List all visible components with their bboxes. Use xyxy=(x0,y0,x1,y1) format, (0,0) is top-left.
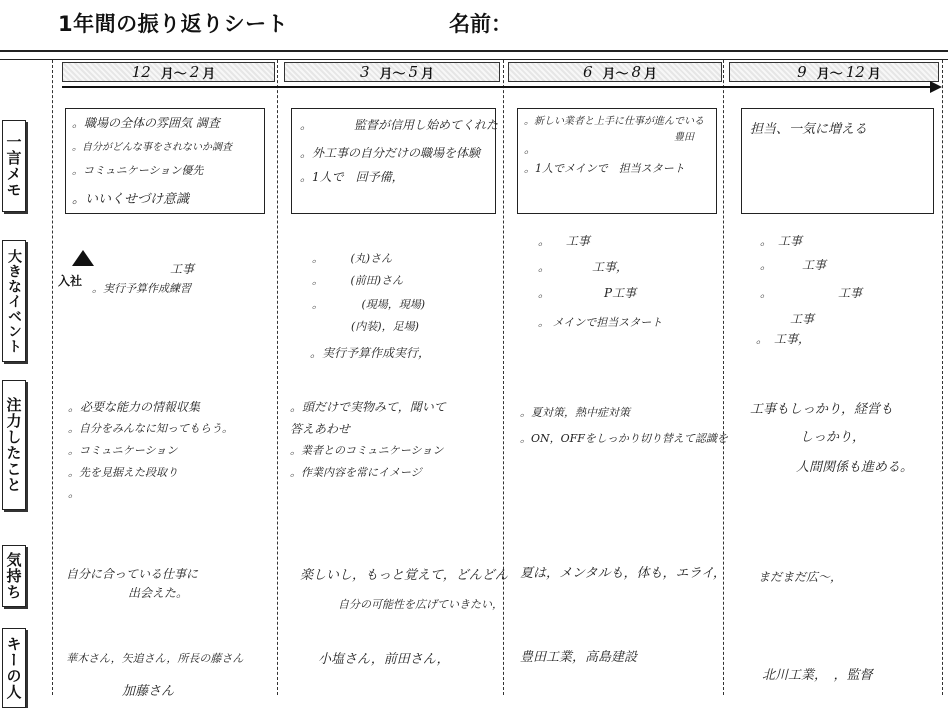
feeling-text: 夏は，メンタルも，体も，エライ， xyxy=(520,566,726,581)
column-divider xyxy=(277,60,278,695)
period-label-end: 月 xyxy=(644,66,658,82)
event-text: 。 P工事 xyxy=(538,286,637,300)
focus-text: 工事もしっかり，経営も xyxy=(750,402,894,417)
focus-text: 。頭だけで実物みて，聞いて xyxy=(290,400,446,414)
period-end: 12 xyxy=(845,63,865,81)
feeling-text: 自分に合っている仕事に xyxy=(66,567,199,581)
focus-text: 。業者とのコミュニケーション xyxy=(290,444,444,457)
event-text: 。 工事 xyxy=(760,286,863,300)
event-text: 。 工事 xyxy=(760,234,803,248)
sheet-title: 1年間の振り返りシート xyxy=(58,12,289,36)
feeling-text: 出会えた。 xyxy=(128,586,189,600)
memo-text: 。自分がどんな事をされないか調査 xyxy=(72,142,232,153)
memo-text: 。外工事の自分だけの職場を体験 xyxy=(300,146,481,160)
focus-text: 答えあわせ xyxy=(290,422,351,436)
join-label: 入社 xyxy=(58,274,83,288)
memo-text: 。1人でメインで 担当スタート xyxy=(524,162,685,175)
focus-text: 。必要な能力の情報収集 xyxy=(68,400,201,414)
period-label: 月～ xyxy=(602,66,629,82)
period-end: 2 xyxy=(189,63,200,81)
event-text: 。 工事， xyxy=(756,332,811,346)
column-divider xyxy=(503,60,504,695)
focus-text: 。自分をみんなに知ってもらう。 xyxy=(68,422,233,435)
period-end: 5 xyxy=(408,63,419,81)
event-text: 。 メインで担当スタート xyxy=(538,316,663,329)
memo-text: 。 xyxy=(524,142,537,156)
event-text: 工事 xyxy=(790,312,815,326)
period-start: 3 xyxy=(359,63,370,81)
period-start: 6 xyxy=(582,63,593,81)
period-start: 12 xyxy=(131,63,151,81)
event-text: 。 (現場，現場) xyxy=(312,298,426,311)
memo-text: 。いいくせづけ意識 xyxy=(72,192,190,207)
row-label-focus: 注力したこと xyxy=(2,380,26,510)
period-label: 月～ xyxy=(379,66,406,82)
event-text: 。 (丸)さん xyxy=(312,252,393,265)
memo-text: 。新しい業者と上手に仕事が進んでいる xyxy=(524,116,704,127)
keyperson-text: 豊田工業，高島建設 xyxy=(520,650,638,665)
focus-text: 。コミュニケーション xyxy=(68,444,178,457)
join-marker-icon xyxy=(72,250,94,266)
row-label-events: 大きなイベント xyxy=(2,240,26,362)
column-divider xyxy=(52,60,53,695)
name-label: 名前： xyxy=(449,12,512,36)
feeling-text: 楽しいし，もっと覚えて，どんどん xyxy=(300,568,508,583)
period-start: 9 xyxy=(797,63,807,81)
focus-text: 人間関係も進める。 xyxy=(796,460,914,475)
focus-text: 。ON，OFFをしっかり切り替えて認識を xyxy=(520,432,728,445)
period-label-end: 月 xyxy=(867,66,881,82)
keyperson-text: 加藤さん xyxy=(122,684,175,699)
event-text: 。実行予算作成実行， xyxy=(310,346,431,360)
period-label: 月～ xyxy=(816,66,843,82)
memo-text: 担当、一気に増える xyxy=(750,122,868,137)
period-end: 8 xyxy=(631,63,642,81)
period-label-end: 月 xyxy=(202,66,216,82)
row-label-feeling: 気持ち xyxy=(2,545,26,607)
memo-text: 。職場の全体の雰囲気 調査 xyxy=(72,116,220,130)
keyperson-text: 華木さん，矢追さん，所長の藤さん xyxy=(66,652,244,665)
column-divider xyxy=(942,60,943,695)
focus-text: しっかり， xyxy=(800,430,866,445)
period-label: 月～ xyxy=(160,66,187,82)
column-divider xyxy=(723,60,724,695)
event-text: 工事 xyxy=(170,262,195,276)
event-text: (内装)，足場) xyxy=(318,320,419,333)
memo-text: 。コミュニケーション優先 xyxy=(72,164,204,177)
focus-text: 。先を見据えた段取り xyxy=(68,466,178,479)
focus-text: 。 xyxy=(68,486,81,500)
feeling-text: 自分の可能性を広げていきたい， xyxy=(338,598,503,611)
event-text: 。実行予算作成練習 xyxy=(92,282,191,295)
period-header-1 xyxy=(62,62,275,82)
focus-text: 。作業内容を常にイメージ xyxy=(290,466,422,479)
period-header-2 xyxy=(284,62,500,82)
period-label-end: 月 xyxy=(421,66,435,82)
period-header-4 xyxy=(729,62,939,82)
focus-text: 。夏対策，熱中症対策 xyxy=(520,406,630,419)
row-label-keyperson: キーの人 xyxy=(2,628,26,708)
event-text: 。 工事 xyxy=(760,258,827,272)
timeline-arrow-line xyxy=(62,86,932,88)
keyperson-text: 北川工業， ，監督 xyxy=(762,668,873,683)
event-text: 。 (前田)さん xyxy=(312,274,404,287)
row-label-memo: 一言メモ xyxy=(2,120,26,212)
feeling-text: まだまだ広～， xyxy=(758,570,843,584)
event-text: 。 工事 xyxy=(538,234,590,248)
header-rule xyxy=(0,50,948,52)
period-rule xyxy=(0,59,948,60)
event-text: 。 工事， xyxy=(538,260,629,274)
memo-text: 豊田 xyxy=(674,132,694,143)
timeline-arrow-head-icon xyxy=(930,81,942,93)
memo-text: 。 監督が信用し始めてくれた xyxy=(300,118,499,132)
memo-text: 。1人で 回予備， xyxy=(300,170,404,184)
period-header-3 xyxy=(508,62,722,82)
keyperson-text: 小塩さん，前田さん， xyxy=(318,652,450,667)
